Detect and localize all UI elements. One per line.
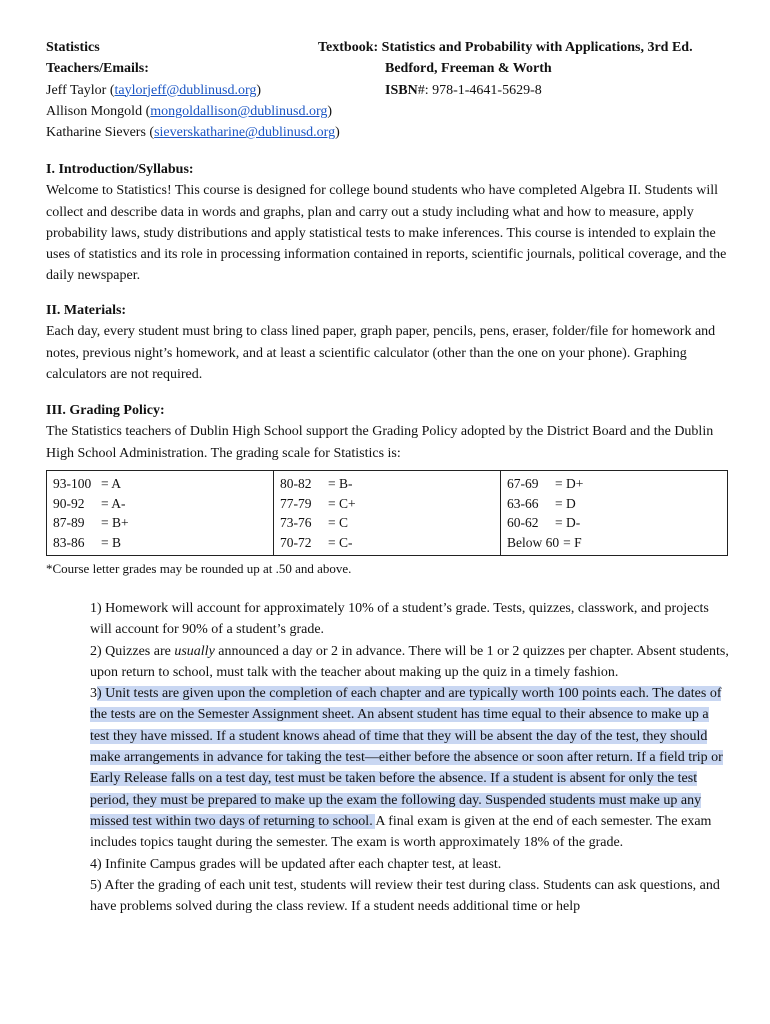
- section-text: Each day, every student must bring to class lined paper, graph paper, pencils, pens, eraser, folder/file for homework and notes, previous night’s homework, and at least a scientific calculator (other than the one on your phone). Graphing calculators are not required.: [46, 324, 716, 382]
- grade-row: 87-89 = B+: [53, 515, 129, 530]
- grading-section: [46, 400, 736, 464]
- list-item: 2) Quizzes are usually announced a day or 2 in advance. There will be 1 or 2 quizzes per chapter. Absent students, upon return to school, must talk with the teacher about making up the quiz in a timely fashion.: [90, 643, 729, 680]
- list-item: 5) After the grading of each unit test, students will review their test during class. Students can ask questions, and have problems solved during the class review. If a student needs additional time or help: [90, 877, 720, 915]
- grade-row: 67-69 = D+: [507, 476, 584, 491]
- grade-row: 63-66 = D: [507, 495, 576, 511]
- grade-row: 90-92 = A-: [53, 495, 126, 511]
- teachers-label: Teachers/Emails:: [46, 61, 149, 77]
- isbn: ISBN#: 978-1-4641-5629-8: [385, 82, 542, 98]
- grade-row: 70-72 = C-: [280, 534, 353, 550]
- list-item: 4) Infinite Campus grades will be updated after each chapter test, at least.: [90, 856, 502, 872]
- email-link[interactable]: sieverskatharine@dublinusd.org: [154, 125, 336, 141]
- list-item: 3) Unit tests are given upon the completion of each chapter and are typically worth 100 points each. The dates of the tests are on the Semester Assignment sheet. An absent student has time equal to their absence to make up a test they have missed. If a student knows ahead of time that they will be absent the day of the test, they should make arrangements in advance for taking the test—either before the absence or soon after return. If a field trip or Early Release falls on a test day, test must be taken before the absence. If a student is absent for only the test period, they must be prepared to make up the exam the following day. Suspended students must make up any missed test within two days of returning to school. A final exam is given at the end of each semester. The exam includes topics taught during the semester. The exam is worth approximately 18% of the grade.: [90, 686, 723, 851]
- teacher-line: Jeff Taylor (taylorjeff@dublinusd.org): [46, 82, 262, 98]
- grade-column: [47, 471, 274, 556]
- grade-row: Below 60 = F: [507, 534, 582, 550]
- course-title: Statistics: [46, 40, 100, 55]
- section-text: Welcome to Statistics! This course is designed for college bound students who have completed Algebra II. Students will collect and describe data in words and graphs, plan and carry out a study including what and how to measure, apply probability laws, study distributions and apply statistical tests to make inferences. This course is intended to explain the uses of statistics and its role in processing information contained in reports, scientific journals, political coverage, and the daily newspaper.: [46, 183, 727, 284]
- section-heading: II. Materials:: [46, 303, 127, 318]
- grading-policy-list: [90, 598, 730, 917]
- list-item: 1) Homework will account for approximately 10% of a student’s grade. Tests, quizzes, classwork, and projects will account for 90% of a student’s grade.: [90, 601, 709, 638]
- section-heading: I. Introduction/Syllabus:: [46, 162, 194, 177]
- textbook-title: Textbook: Statistics and Probability with Applications, 3rd Ed.: [318, 40, 693, 55]
- grade-row: 73-76 = C: [280, 515, 348, 530]
- grade-row: 60-62 = D-: [507, 515, 581, 530]
- section-heading: III. Grading Policy:: [46, 403, 165, 418]
- teacher-line: Katharine Sievers (sieverskatharine@dublinusd.org): [46, 125, 340, 141]
- grade-row: 77-79 = C+: [280, 495, 356, 511]
- grade-row: 93-100 = A: [53, 476, 121, 491]
- materials-section: [46, 300, 736, 385]
- header-right: [318, 37, 748, 101]
- grade-column: [274, 471, 501, 556]
- grading-footnote: *Course letter grades may be rounded up at .50 and above.: [46, 561, 352, 576]
- grade-row: 80-82 = B-: [280, 476, 353, 491]
- intro-section: [46, 159, 736, 287]
- publisher: Bedford, Freeman & Worth: [385, 61, 552, 77]
- email-link[interactable]: mongoldallison@dublinusd.org: [150, 103, 328, 119]
- teacher-line: Allison Mongold (mongoldallison@dublinusd.org): [46, 103, 333, 119]
- highlighted-text[interactable]: ) Unit tests are given upon the completion of each chapter and are typically worth 100 points each. The dates of the tests are on the Semester Assignment sheet. An absent student has time equal to their absence to make up a test they have missed. If a student knows ahead of time that they will be absent the day of the test, they should make arrangements in advance for taking the test—either before the absence or soon after return. If a field trip or Early Release falls on a test day, test must be taken before the absence. If a student is absent for only the test period, they must be prepared to make up the exam the following day. Suspended students must make up any missed test within two days of returning to school.: [90, 686, 723, 829]
- grading-scale-table: [46, 470, 728, 556]
- section-text: The Statistics teachers of Dublin High School support the Grading Policy adopted by the District Board and the Dublin High School Administration. The grading scale for Statistics is:: [46, 424, 714, 461]
- email-link[interactable]: taylorjeff@dublinusd.org: [114, 82, 257, 98]
- grade-column: [501, 471, 728, 556]
- grade-row: 83-86 = B: [53, 534, 121, 550]
